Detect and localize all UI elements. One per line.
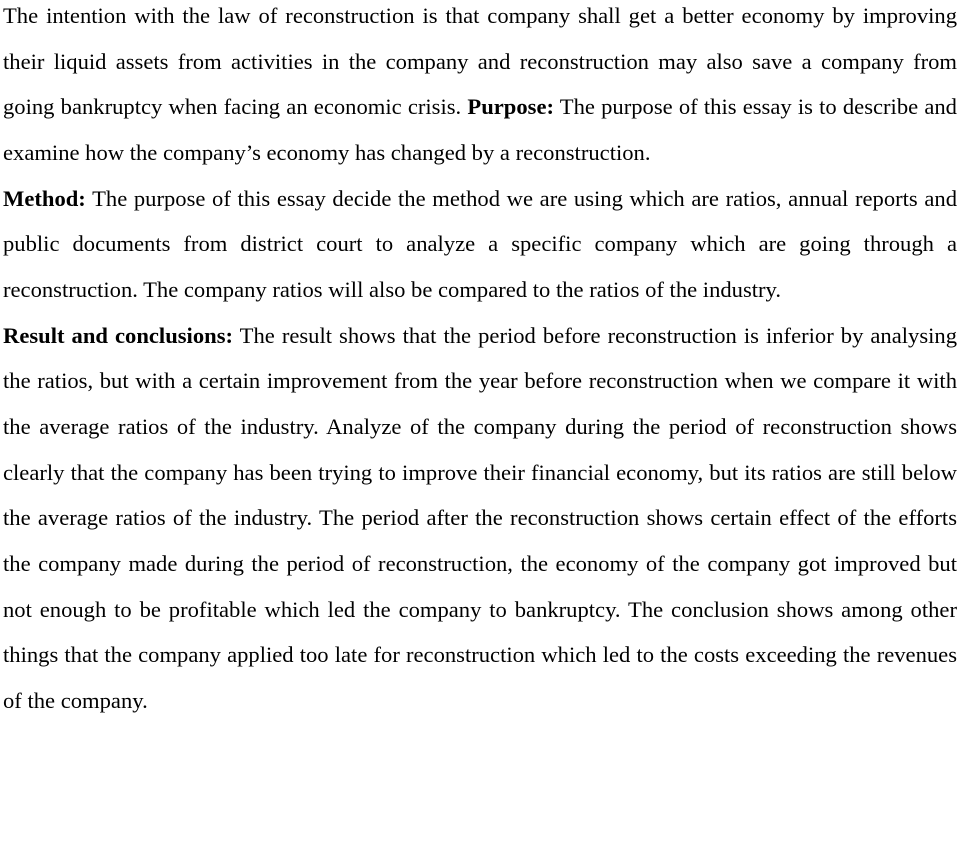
result-label: Result and conclusions: [3,322,234,348]
purpose-text: The purpose of this essay is to describe and examine how the company’s economy has changed by a reconstruction. [3,94,957,165]
purpose-label: Purpose: [467,94,554,120]
abstract-text [3,0,957,724]
method-text: The purpose of this essay decide the method we are using which are ratios, annual reports and public documents from district court to analyze a specific company which are going through a reconstruction. The company ratios will also be compared to the ratios of the industry. [3,185,957,302]
intro-paragraph: The intention with the law of reconstruction is that company shall get a better economy by improving their liquid assets from activities in the company and reconstruction may also save a company from going bankruptcy when facing an economic crisis. [3,3,957,120]
method-label: Method: [3,185,86,211]
result-text: The result shows that the period before reconstruction is inferior by analysing the ratios, but with a certain improvement from the year before reconstruction when we compare it with the average ratios of the industry. Analyze of the company during the period of reconstruction shows clearly that the company has been trying to improve their financial economy, but its ratios are still below the average ratios of the industry. The period after the reconstruction shows certain effect of the efforts the company made during the period of reconstruction, the economy of the company got improved but not enough to be profitable which led the company to bankruptcy. The conclusion shows among other things that the company applied too late for reconstruction which led to the costs exceeding the revenues of the company. [3,322,957,713]
